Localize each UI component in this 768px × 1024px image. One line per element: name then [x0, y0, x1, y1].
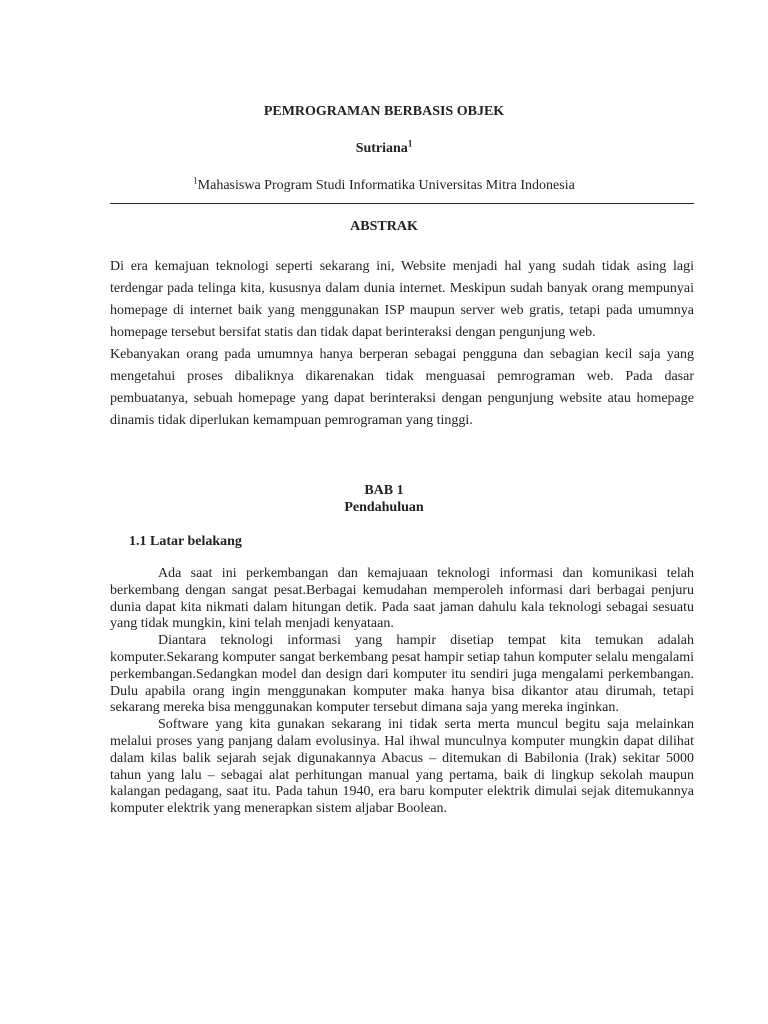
affiliation-line: [0, 175, 768, 194]
chapter-label: BAB 1: [364, 483, 404, 498]
abstract-paragraph: Kebanyakan orang pada umumnya hanya berperan sebagai pengguna dan sebagian kecil saja yang mengetahui proses dibaliknya dikarenakan tidak menguasai pemrograman web. Pada dasar pembuatanya, sebuah homepage yang dapat berinteraksi dengan pengunjung website atau homepage dinamis tidak diperlukan kemampuan pemrograman yang tinggi.: [110, 347, 694, 428]
body-paragraph: Diantara teknologi informasi yang hampir disetiap tempat kita temukan adalah komputer.Sekarang komputer sangat berkembang pesat hampir setiap tahun komputer selalu mengalami perkembangan.Sedangkan model dan design dari komputer itu sendiri juga mengalami perkembangan. Dulu apabila orang ingin menggunakan komputer maka hanya bisa dikantor atau dirumah, tetapi sekarang mereka bisa menggunakan komputer tersebut dimana saja yang mereka inginkan.: [110, 633, 694, 716]
affiliation-text: Mahasiswa Program Studi Informatika Universitas Mitra Indonesia: [197, 178, 575, 193]
author-name: Sutriana: [355, 141, 408, 156]
section-heading: 1.1 Latar belakang: [129, 534, 242, 549]
affiliation-superscript: 1: [193, 175, 198, 186]
author-superscript: 1: [407, 138, 413, 149]
section-body: [110, 566, 694, 818]
paper-title: PEMROGRAMAN BERBASIS OBJEK: [263, 104, 505, 119]
abstract-body: [110, 256, 694, 432]
body-paragraph: Software yang kita gunakan sekarang ini tidak serta merta muncul begitu saja melainkan melalui proses yang panjang dalam evolusinya. Hal ihwal munculnya komputer mungkin dapat dilihat dalam kilas balik sejarah sejak digunakannya Abacus – ditemukan di Babilonia (Irak) sekitar 5000 tahun yang lalu – sebagai alat perhitungan manual yang pertama, baik di lingkup sekolah maupun kalangan pedagang, saat itu. Pada tahun 1940, era baru komputer elektrik dimulai sejak ditemukannya komputer elektrik yang menerapkan sistem aljabar Boolean.: [110, 717, 694, 817]
author-line: [0, 138, 768, 157]
chapter-title: Pendahuluan: [344, 500, 424, 515]
header-divider: [110, 203, 694, 204]
abstract-paragraph: Di era kemajuan teknologi seperti sekarang ini, Website menjadi hal yang sudah tidak asing lagi terdengar pada telinga kita, kususnya dalam dunia internet. Meskipun sudah banyak orang mempunyai homepage di internet baik yang menggunakan ISP maupun server web gratis, tetapi pada umumnya homepage tersebut bersifat statis dan tidak dapat berinteraksi dengan pengunjung web.: [110, 259, 694, 340]
abstract-heading: ABSTRAK: [350, 219, 418, 234]
body-paragraph: Ada saat ini perkembangan dan kemajuaan teknologi informasi dan komunikasi telah berkembang dengan sangat pesat.Berbagai kemudahan memperoleh informasi dari berbagai penjuru dunia dapat kita nikmati dalam hitungan detik. Pada saat jaman dahulu kala teknologi sebagai sesuatu yang tidak mungkin, kini telah menjadi kenyataan.: [110, 566, 694, 632]
